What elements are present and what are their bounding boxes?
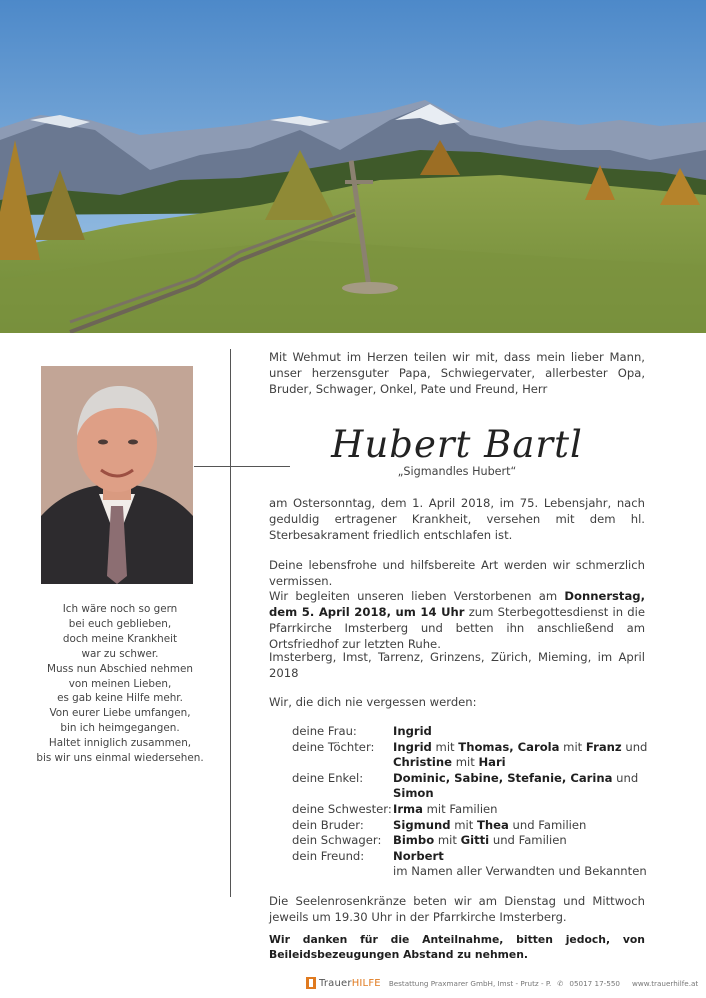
- family-name: Dominic, Sabine, Stefanie, Carina: [393, 770, 613, 785]
- footer-company: Bestattung Praxmarer GmbH, Imst - Prutz - P.: [388, 978, 552, 988]
- family-name: Thomas, Carola: [458, 739, 560, 754]
- family-name: Simon: [393, 786, 434, 801]
- poem-line: bei euch geblieben,: [68, 617, 172, 630]
- poem-line: doch meine Krankheit: [62, 632, 178, 645]
- poem: [30, 602, 210, 766]
- funeral-text: [269, 588, 645, 652]
- funeral-post: zum Sterbegottesdienst in die Pfarrkirche Imsterberg und betten ihn anschließend am Ortsfriedhof zur letzten Ruhe.: [269, 605, 645, 651]
- family-row-schwester: [292, 802, 653, 818]
- family-list: [292, 724, 653, 880]
- family-connector: mit: [563, 739, 583, 754]
- poem-line: es gab keine Hilfe mehr.: [57, 692, 183, 705]
- family-connector: mit: [455, 755, 475, 770]
- poem-line: Muss nun Abschied nehmen: [47, 662, 193, 675]
- cross-vertical-line: [230, 349, 231, 897]
- family-relation: dein Bruder:: [292, 817, 364, 832]
- footer-phone: 05017 17-550: [569, 978, 620, 988]
- header-landscape-photo: [0, 0, 706, 333]
- footer: [306, 975, 698, 991]
- family-row-closing: [292, 864, 653, 880]
- portrait-photo: [41, 366, 193, 584]
- footer-website[interactable]: www.trauerhilfe.at: [631, 978, 699, 988]
- family-name: Bimbo: [393, 833, 435, 848]
- family-name: Thea: [476, 817, 509, 832]
- family-name: Gitti: [460, 833, 490, 848]
- family-name: Norbert: [393, 848, 444, 863]
- family-connector: und Familien: [492, 833, 567, 848]
- poem-line: von meinen Lieben,: [68, 677, 172, 690]
- death-text: am Ostersonntag, dem 1. April 2018, im 75. Lebensjahr, nach geduldig ertragener Krankheit, versehen mit dem hl. Sterbesakrament friedlich entschlafen ist.: [269, 496, 645, 542]
- family-name: Sigmund: [393, 817, 451, 832]
- family-connector: mit: [454, 817, 474, 832]
- poem-line: bis wir uns einmal wiedersehen.: [36, 752, 204, 765]
- family-connector: und: [625, 739, 648, 754]
- family-connector: und Familien: [512, 817, 587, 832]
- funeral-pre: Wir begleiten unseren lieben Verstorbenen am: [269, 589, 558, 603]
- family-name: Christine: [393, 755, 452, 770]
- man-portrait-photo-icon: [41, 366, 193, 584]
- logo-text-part1: Trauer: [319, 977, 352, 989]
- funeral-date: Donnerstag, dem 5. April 2018, um 14 Uhr: [269, 589, 646, 619]
- deceased-name: Hubert Bartl: [331, 423, 583, 466]
- family-connector: mit Familien: [426, 801, 498, 816]
- death-block: [269, 495, 645, 543]
- poem-line: Ich wäre noch so gern: [62, 603, 178, 615]
- places-block: [269, 649, 645, 681]
- family-connector: mit: [437, 833, 457, 848]
- deceased-nickname: „Sigmandles Hubert“: [397, 465, 517, 478]
- poem-line: bin ich heimgegangen.: [60, 722, 180, 735]
- rosary-text: Die Seelenrosenkränze beten wir am Dienstag und Mittwoch jeweils um 19.30 Uhr in der Pfarrkirche Imsterberg.: [269, 894, 645, 924]
- intro-text: Mit Wehmut im Herzen teilen wir mit, dass mein lieber Mann, unser herzensguter Papa, Schwiegervater, allerbester Opa, Bruder, Schwager, Onkel, Pate und Freund, Herr: [269, 350, 645, 396]
- poem-line: Haltet inniglich zusammen,: [48, 737, 192, 750]
- family-relation: deine Enkel:: [292, 770, 364, 785]
- memory-text: Deine lebensfrohe und hilfsbereite Art werden wir schmerzlich vermissen.: [269, 558, 645, 588]
- family-name: Ingrid: [393, 724, 432, 738]
- poem-line: Von eurer Liebe umfangen,: [49, 707, 191, 720]
- family-relation: dein Freund:: [292, 848, 365, 863]
- poem-line: war zu schwer.: [81, 647, 159, 660]
- family-relation: deine Frau:: [292, 724, 357, 738]
- logo-mark-icon: [306, 977, 316, 989]
- family-relation: deine Schwester:: [292, 801, 392, 816]
- logo-text-part2: HILFE: [351, 977, 381, 989]
- family-name: Franz: [585, 739, 622, 754]
- family-name: Ingrid: [393, 739, 432, 754]
- mountain-meadow-cross-photo-icon: [0, 0, 706, 333]
- family-row-frau: [292, 724, 653, 740]
- trauerhilfe-logo: [306, 977, 381, 989]
- family-closing: im Namen aller Verwandten und Bekannten: [393, 864, 647, 879]
- places-text: Imsterberg, Imst, Tarrenz, Grinzens, Zürich, Mieming, im April 2018: [269, 650, 645, 680]
- mourners-intro-block: [269, 694, 645, 710]
- family-connector: mit: [435, 739, 455, 754]
- family-row-toechter: [292, 740, 653, 771]
- family-name: Hari: [478, 755, 506, 770]
- family-row-enkel: [292, 771, 653, 802]
- family-name: Irma: [393, 801, 423, 816]
- funeral-block: [269, 588, 645, 652]
- phone-icon: ✆: [557, 978, 564, 988]
- memory-block: [269, 557, 645, 589]
- mourners-intro: Wir, die dich nie vergessen werden:: [269, 695, 477, 709]
- family-relation: dein Schwager:: [292, 833, 382, 848]
- rosary-block: [269, 893, 645, 925]
- family-row-schwager: [292, 833, 653, 849]
- thanks-block: [269, 932, 645, 962]
- family-row-bruder: [292, 818, 653, 834]
- intro-block: [269, 349, 645, 397]
- thanks-text: Wir danken für die Anteilnahme, bitten jedoch, von Beileidsbezeugungen Abstand zu nehmen.: [269, 933, 645, 961]
- family-connector: und: [616, 770, 639, 785]
- family-relation: deine Töchter:: [292, 739, 375, 754]
- family-row-freund: [292, 849, 653, 865]
